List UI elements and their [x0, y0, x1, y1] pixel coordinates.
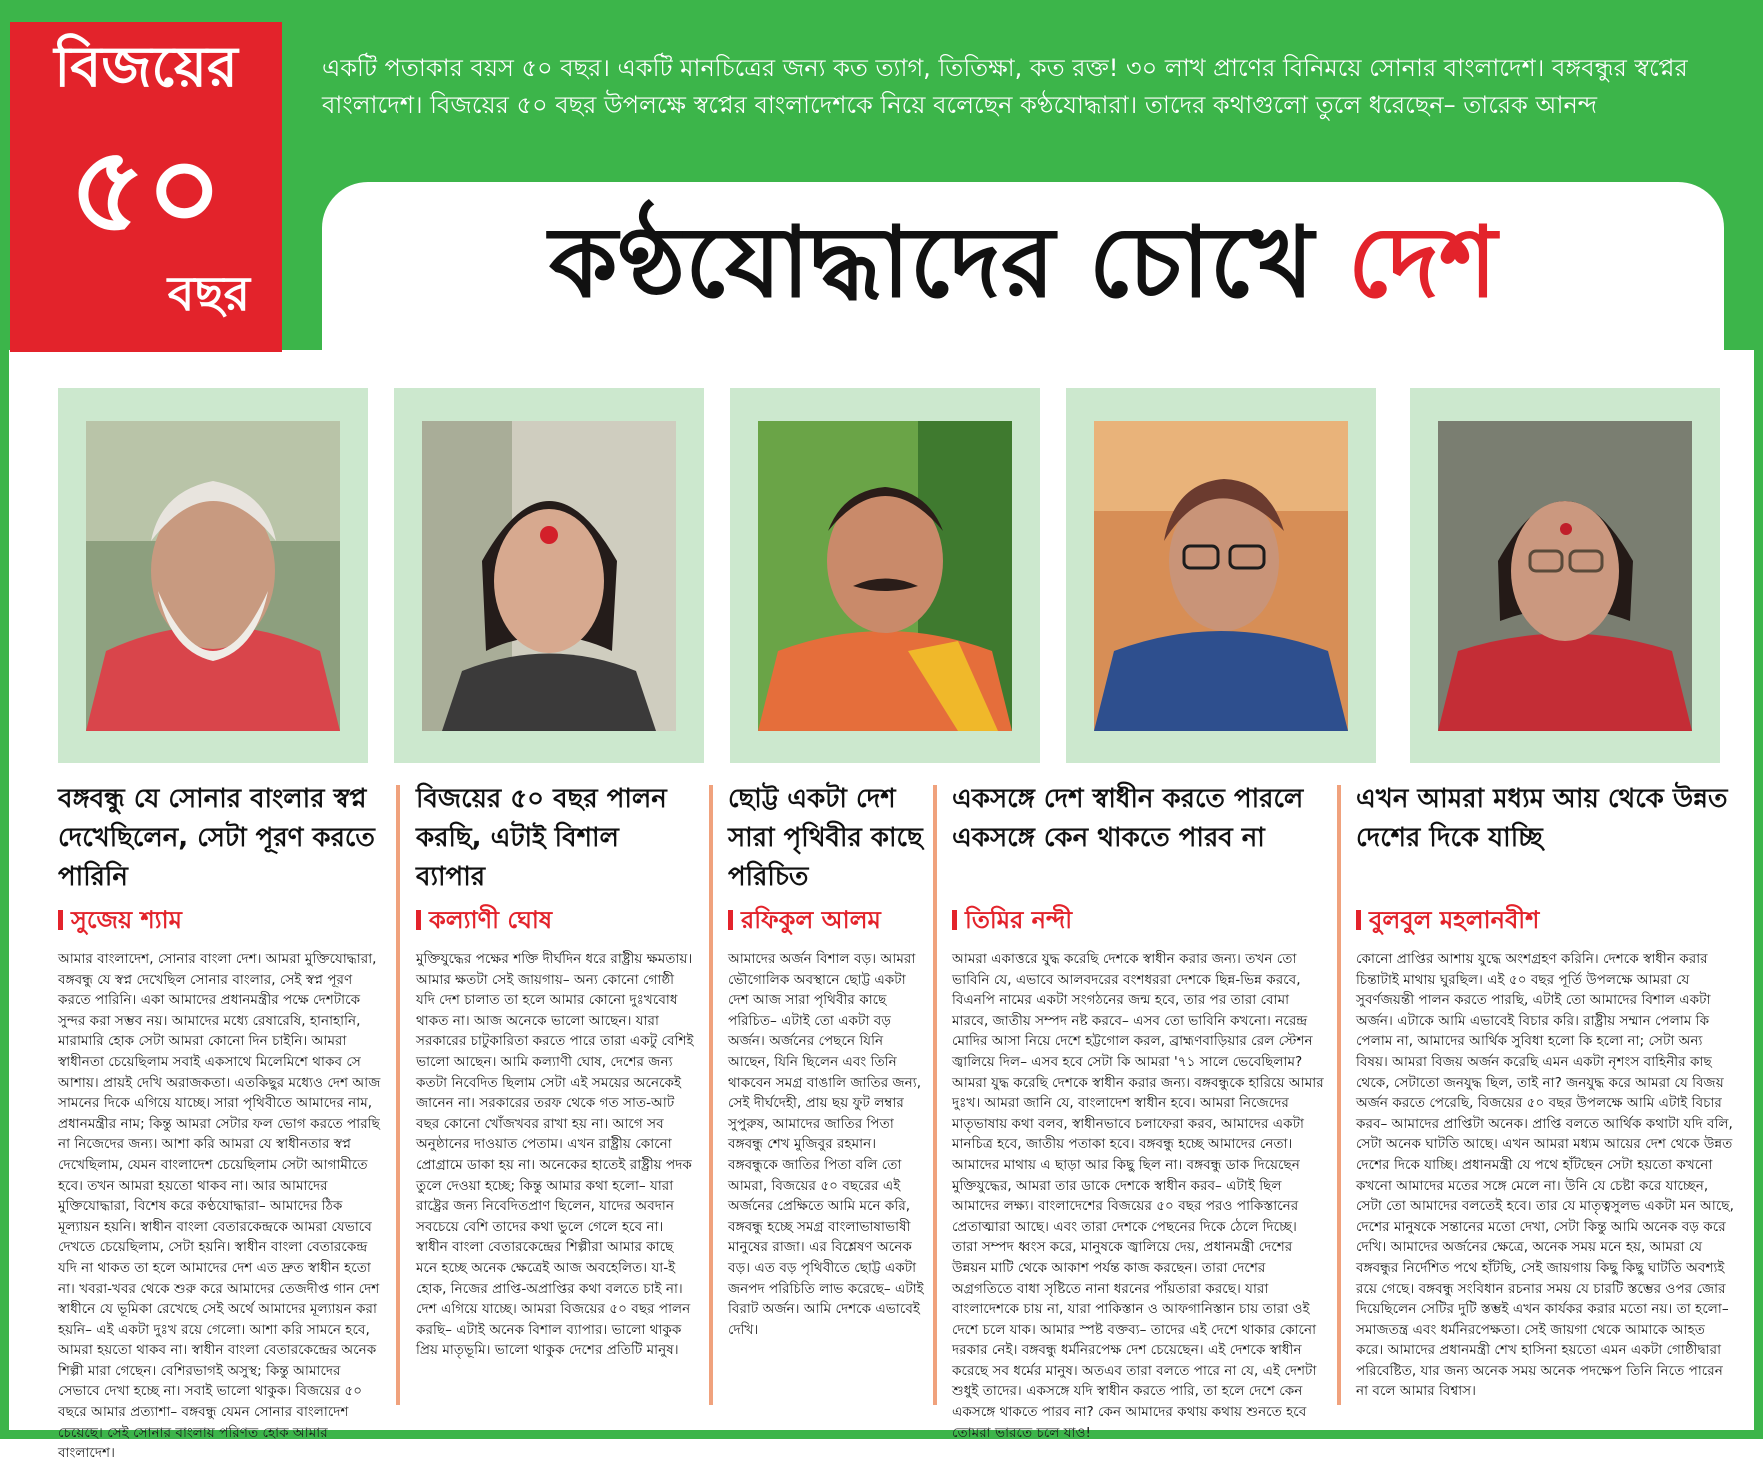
article-headline: ছোট্ট একটা দেশ সারা পৃথিবীর কাছে পরিচিত	[728, 784, 923, 892]
article-body: আমার বাংলাদেশ, সোনার বাংলা দেশ। আমরা মুক্তিযোদ্ধারা, বঙ্গবন্ধু যে স্বপ্ন দেখেছিল সোনার বাংলার, সেই স্বপ্ন পূরণ করতে পারিনি। একা আমাদের প্রধানমন্ত্রীর পক্ষে দেশটাকে সুন্দর করা সম্ভব নয়। আমাদের মধ্যে রেষারেষি, হানাহানি, মারামারি হোক সেটা আমরা কোনো দিন চাইনি। আমরা স্বাধীনতা চেয়েছিলাম সবাই একসাথে মিলেমিশে থাকব সে আশায়। প্রায়ই দেখি অরাজকতা। এতকিছুর মধ্যেও দেশ আজ সামনের দিকে এগিয়ে যাচ্ছে। সারা পৃথিবীতে আমাদের নাম, প্রধানমন্ত্রীর নাম; কিন্তু আমরা সেটার ফল ভোগ করতে পারছি না নিজেদের জন্য। আশা করি আমরা যে স্বাধীনতার স্বপ্ন দেখেছিলাম, যেমন বাংলাদেশ চেয়েছিলাম সেটা আগামীতে হবে। তখন আমরা হয়তো থাকব না। আর আমাদের মুক্তিযোদ্ধারা, বিশেষ করে কণ্ঠযোদ্ধারা– আমাদের ঠিক মূল্যায়ন হয়নি। স্বাধীন বাংলা বেতারকেন্দ্রকে আমরা যেভাবে দেখতে চেয়েছিলাম, সেটা হয়নি। স্বাধীন বাংলা বেতারকেন্দ্র যদি না থাকত তা হলে আমাদের দেশ এত দ্রুত স্বাধীন হতো না। খবরা-খবর থেকে শুরু করে আমাদের তেজদীপ্ত গান দেশ স্বাধীনে যে ভূমিকা রেখেছে সেই অর্থে আমাদের মূল্যায়ন করা হয়নি– এই একটা দুঃখ রয়ে গেলো। আশা করি সামনে হবে, আমরা হয়তো থাকব না। স্বাধীন বাংলা বেতারকেন্দ্রের অনেক শিল্পী মারা গেছেন। বেশিরভাগই অসুস্থ; কিন্তু আমাদের সেভাবে দেখা হচ্ছে না। সবাই ভালো থাকুক। বিজয়ের ৫০ বছরে আমার প্রত্যাশা– বঙ্গবন্ধু যেমন সোনার বাংলাদেশ চেয়েছে। সেই সোনার বাংলায় পরিণত হোক আমার বাংলাদেশ।	[58, 951, 381, 1462]
byline-name: তিমির নন্দী	[965, 906, 1073, 934]
headline-main: কণ্ঠযোদ্ধাদের চোখে	[548, 205, 1314, 320]
photo-card-1	[58, 388, 368, 763]
column-divider-1	[396, 785, 400, 1405]
portrait-photo-1	[86, 421, 340, 731]
badge-line-3: বছর	[167, 266, 250, 322]
column-divider-4	[1337, 785, 1341, 1405]
byline-name: কল্যাণী ঘোষ	[429, 906, 553, 934]
article-byline	[1356, 905, 1736, 949]
byline-marker	[728, 910, 733, 930]
byline-name: সুজেয় শ্যাম	[71, 906, 182, 934]
headline-accent: দেশ	[1347, 205, 1498, 320]
page-headline	[322, 205, 1724, 320]
photo-card-3	[730, 388, 1040, 763]
photo-card-2	[394, 388, 704, 763]
byline-marker	[1356, 910, 1361, 930]
headline-panel	[322, 182, 1724, 362]
portrait-photo-4	[1094, 421, 1348, 731]
article-body: আমাদের অর্জন বিশাল বড়। আমরা ভৌগোলিক অবস্থানে ছোট্ট একটা দেশ আজ সারা পৃথিবীর কাছে পরিচিত– এটাই তো একটা বড় অর্জন। অর্জনের পেছনে যিনি আছেন, যিনি ছিলেন এবং তিনি থাকবেন সমগ্র বাঙালি জাতির জন্য, সেই দীর্ঘদেহী, প্রায় ছয় ফুট লম্বার সুপুরুষ, আমাদের জাতির পিতা বঙ্গবন্ধু শেখ মুজিবুর রহমান। বঙ্গবন্ধুকে জাতির পিতা বলি তো আমরা, বিজয়ের ৫০ বছরের এই অর্জনের প্রেক্ষিতে আমি মনে করি, বঙ্গবন্ধু হচ্ছে সমগ্র বাংলাভাষাভাষী মানুষের রাজা। এর বিশ্লেষণ অনেক বড়। এত বড় পৃথিবীতে ছোট্ট একটা জনপদ পরিচিতি লাভ করেছে– এটাই বিরাট অর্জন। আমি দেশকে এভাবেই দেখি।	[728, 951, 924, 1338]
article-headline: একসঙ্গে দেশ স্বাধীন করতে পারলে একসঙ্গে কেন থাকতে পারব না	[952, 784, 1304, 853]
article-4	[952, 780, 1324, 1443]
article-headline: এখন আমরা মধ্যম আয় থেকে উন্নত দেশের দিকে যাচ্ছি	[1356, 784, 1728, 853]
article-body: কোনো প্রাপ্তির আশায় যুদ্ধে অংশগ্রহণ করিনি। দেশকে স্বাধীন করার চিন্তাটাই মাথায় ঘুরছিল। এই ৫০ বছর পূর্তি উপলক্ষে আমরা যে সুবর্ণজয়ন্তী পালন করতে পারছি, এটাই তো আমাদের বিশাল একটা অর্জন। এটাকে আমি এভাবেই বিচার করি। রাষ্ট্রীয় সম্মান পেলাম কি পেলাম না, আমাদের আর্থিক সুবিধা হলো কি হলো না; সেটা অন্য বিষয়। আমরা বিজয় অর্জন করেছি এমন একটা নৃশংস বাহিনীর কাছ থেকে, সেটাতো জনযুদ্ধ ছিল, তাই না? জনযুদ্ধ করে আমরা যে বিজয় অর্জন করতে পেরেছি, বিজয়ের ৫০ বছর উপলক্ষে আমি এটাই বিচার করব– আমাদের প্রাপ্তিটা অনেক। প্রাপ্তি বলতে আর্থিক কথাটা যদি বলি, সেটা অনেক ঘাটতি আছে। এখন আমরা মধ্যম আয়ের দেশ থেকে উন্নত দেশের দিকে যাচ্ছি। প্রধানমন্ত্রী যে পথে হাঁটছেন সেটা হয়তো কখনো কখনো আমাদের মতের সঙ্গে মেলে না। উনি যে চেষ্টা করে যাচ্ছেন, সেটা তো আমাদের বলতেই হবে। তার যে মাতৃত্বসুলভ একটা মন আছে, দেশের মানুষকে সন্তানের মতো দেখা, সেটা কিন্তু আমি অনেক বড় করে দেখি। আমাদের অর্জনের ক্ষেত্রে, অনেক সময় মনে হয়, আমরা যে বঙ্গবন্ধুর নির্দেশিত পথে হাঁটছি, সেই জায়গায় কিছু কিছু ঘাটতি অবশ্যই রয়ে গেছে। বঙ্গবন্ধু সংবিধান রচনার সময় যে চারটি স্তম্ভের ওপর জোর দিয়েছিলেন সেটির দুটি স্তম্ভই এখন কার্যকর করার মতো নয়। তা হলো– সমাজতন্ত্র এবং ধর্মনিরপেক্ষতা। সেই জায়গা থেকে আমাকে আহত করে। আমাদের প্রধানমন্ত্রী শেখ হাসিনা হয়তো এমন একটা গোষ্ঠীদ্বারা পরিবেষ্টিত, যার জন্য অনেক সময় অনেক পদক্ষেপ তিনি নিতে পারেন না বলে আমার বিশ্বাস।	[1356, 951, 1734, 1400]
column-divider-3	[933, 785, 937, 1405]
byline-marker	[58, 910, 63, 930]
badge-number: ৫০	[69, 120, 223, 258]
byline-marker	[416, 910, 421, 930]
byline-marker	[952, 910, 957, 930]
portrait-photo-3	[758, 421, 1012, 731]
article-byline	[952, 905, 1324, 949]
byline-name: বুলবুল মহলানবীশ	[1369, 906, 1540, 934]
article-headline: বিজয়ের ৫০ বছর পালন করছি, এটাই বিশাল ব্যাপার	[416, 784, 667, 892]
portrait-photo-2	[422, 421, 676, 731]
article-headline: বঙ্গবন্ধু যে সোনার বাংলার স্বপ্ন দেখেছিলেন, সেটা পূরণ করতে পারিনি	[58, 784, 375, 892]
article-5	[1356, 780, 1736, 1402]
article-body: মুক্তিযুদ্ধের পক্ষের শক্তি দীর্ঘদিন ধরে রাষ্ট্রীয় ক্ষমতায়। আমার ক্ষতটা সেই জায়গায়– অন্য কোনো গোষ্ঠী যদি দেশ চালাত তা হলে আমার কোনো দুঃখবোধ থাকত না। আজ অনেকে ভালো আছেন। যারা সরকারের চাটুকারিতা করতে পারে তারা একটু বেশিই ভালো আছেন। আমি কল্যাণী ঘোষ, দেশের জন্য কতটা নিবেদিত ছিলাম সেটা এই সময়ের অনেকেই জানেন না। সরকারের তরফ থেকে গত সাত-আট বছর কোনো খোঁজখবর রাখা হয় না। আগে সব অনুষ্ঠানের দাওয়াত পেতাম। এখন রাষ্ট্রীয় কোনো প্রোগ্রামে ডাকা হয় না। অনেকের হাতেই রাষ্ট্রীয় পদক তুলে দেওয়া হচ্ছে; কিন্তু আমার কথা হলো– যারা রাষ্ট্রের জন্য নিবেদিতপ্রাণ ছিলেন, যাদের অবদান সবচেয়ে বেশি তাদের কথা ভুলে গেলে হবে না। স্বাধীন বাংলা বেতারকেন্দ্রের শিল্পীরা আমার কাছে মনে হচ্ছে অনেক ক্ষেত্রেই আজ অবহেলিত। যা-ই হোক, নিজের প্রাপ্তি-অপ্রাপ্তির কথা বলতে চাই না। দেশ এগিয়ে যাচ্ছে। আমরা বিজয়ের ৫০ বছর পালন করছি– এটাই অনেক বিশাল ব্যাপার। ভালো থাকুক প্রিয় মাতৃভূমি। ভালো থাকুক দেশের প্রতিটি মানুষ।	[416, 951, 694, 1359]
article-1	[58, 780, 382, 1464]
article-3	[728, 780, 924, 1340]
byline-name: রফিকুল আলম	[741, 906, 881, 934]
intro-text: একটি পতাকার বয়স ৫০ বছর। একটি মানচিত্রের জন্য কত ত্যাগ, তিতিক্ষা, কত রক্ত! ৩০ লাখ প্রাণের বিনিময়ে সোনার বাংলাদেশ। বঙ্গবন্ধুর স্বপ্নের বাংলাদেশ। বিজয়ের ৫০ বছর উপলক্ষে স্বপ্নের বাংলাদেশকে নিয়ে বলেছেন কণ্ঠযোদ্ধারা। তাদের কথাগুলো তুলে ধরেছেন– তারেক আনন্দ	[322, 54, 1688, 119]
article-byline	[728, 905, 924, 949]
article-byline	[58, 905, 382, 949]
column-divider-2	[709, 785, 713, 1405]
article-byline	[416, 905, 694, 949]
photo-card-5	[1410, 388, 1720, 763]
badge-line-1: বিজয়ের	[54, 35, 238, 100]
portrait-photo-5	[1438, 421, 1692, 731]
photo-card-4	[1066, 388, 1376, 763]
article-body: আমরা একাত্তরে যুদ্ধ করেছি দেশকে স্বাধীন করার জন্য। তখন তো ভাবিনি যে, এভাবে আলবদরের বংশধররা দেশকে ছিন্ন-ভিন্ন করবে, বিএনপি নামের একটা সংগঠনের জন্ম হবে, তার পর তারা বোমা মারবে, জাতীয় সম্পদ নষ্ট করবে– এসব তো ভাবিনি কখনো। নরেন্দ্র মোদির আসা নিয়ে দেশে হট্টগোল করল, ব্রাহ্মণবাড়িয়ার রেল স্টেশন জ্বালিয়ে দিল– এসব হবে সেটা কি আমরা '৭১ সালে ভেবেছিলাম? আমরা যুদ্ধ করেছি দেশকে স্বাধীন করার জন্য। বঙ্গবন্ধুকে হারিয়ে আমার দুঃখ। আমরা জানি যে, বাংলাদেশ স্বাধীন হবে। আমরা নিজেদের মাতৃভাষায় কথা বলব, স্বাধীনভাবে চলাফেরা করব, আমাদের একটা মানচিত্র হবে, জাতীয় পতাকা হবে। বঙ্গবন্ধু হচ্ছে আমাদের নেতা। আমাদের মাথায় এ ছাড়া আর কিছু ছিল না। বঙ্গবন্ধু ডাক দিয়েছেন মুক্তিযুদ্ধের, আমরা তার ডাকে দেশকে স্বাধীন করব– এটাই ছিল আমাদের লক্ষ্য। বাংলাদেশের বিজয়ের ৫০ বছর পরও পাকিস্তানের প্রেতাত্মারা আছে। এবং তারা দেশকে পেছনের দিকে ঠেলে দিচ্ছে। তারা সম্পদ ধ্বংস করে, মানুষকে জ্বালিয়ে দেয়, প্রধানমন্ত্রী দেশের উন্নয়ন মাটি থেকে আকাশ পর্যন্ত কাজ করছেন। তারা দেশের অগ্রগতিতে বাধা সৃষ্টিতে নানা ধরনের পাঁয়তারা করছে। যারা বাংলাদেশকে চায় না, যারা পাকিস্তান ও আফগানিস্তান চায় তারা ওই দেশে চলে যাক। আমার স্পষ্ট বক্তব্য– তাদের এই দেশে থাকার কোনো দরকার নেই। বঙ্গবন্ধু ধর্মনিরপেক্ষ দেশ চেয়েছেন। এই দেশকে স্বাধীন করেছে সব ধর্মের মানুষ। অতএব তারা বলতে পারে না যে, এই দেশটা শুধুই তাদের। একসঙ্গে যদি স্বাধীন করতে পারি, তা হলে দেশে কেন একসঙ্গে থাকতে পারব না? কেন আমাদের কথায় কথায় শুনতে হবে তোমরা ভারতে চলে যাও!	[952, 951, 1324, 1441]
anniversary-badge	[10, 22, 282, 352]
article-2	[416, 780, 694, 1361]
